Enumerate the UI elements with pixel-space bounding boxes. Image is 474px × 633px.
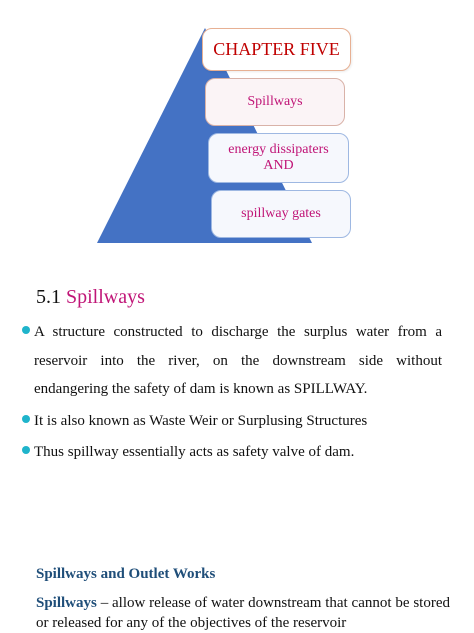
bullet-list [22, 318, 442, 467]
pyramid-level-label: energy dissipaters AND [228, 141, 329, 173]
bullet-text: A structure constructed to discharge the surplus water from a reservoir into the river, on the downstream side without endangering the safety of dam is known as SPILLWAY. [34, 324, 442, 397]
bullet-text: It is also known as Waste Weir or Surplusing Structures [34, 412, 368, 429]
list-item [22, 407, 442, 436]
section-title: Spillways [66, 286, 145, 308]
pyramid-level-label: CHAPTER FIVE [213, 39, 340, 60]
pyramid-level-chapter [202, 28, 351, 71]
definition-term: Spillways [36, 595, 97, 611]
section-number: 5.1 [36, 286, 61, 308]
pyramid-level-spillway-gates [211, 190, 351, 238]
pyramid-level-spillways [205, 78, 345, 126]
definition-paragraph [36, 593, 450, 633]
list-item [22, 438, 442, 467]
bullet-dot-icon [22, 446, 30, 454]
bullet-dot-icon [22, 415, 30, 423]
list-item [22, 318, 442, 404]
subsection-title: Spillways and Outlet Works [36, 566, 216, 582]
pyramid-level-label: spillway gates [241, 205, 321, 221]
pyramid-level-label: Spillways [247, 93, 303, 109]
bullet-dot-icon [22, 326, 30, 334]
bullet-text: Thus spillway essentially acts as safety valve of dam. [34, 444, 355, 460]
pyramid-diagram [0, 0, 474, 250]
definition-text: – allow release of water downstream that cannot be stored or released for any of the objectives of the reservoir [36, 595, 450, 631]
pyramid-level-energy-dissipaters [208, 133, 349, 183]
section-heading [36, 286, 145, 309]
